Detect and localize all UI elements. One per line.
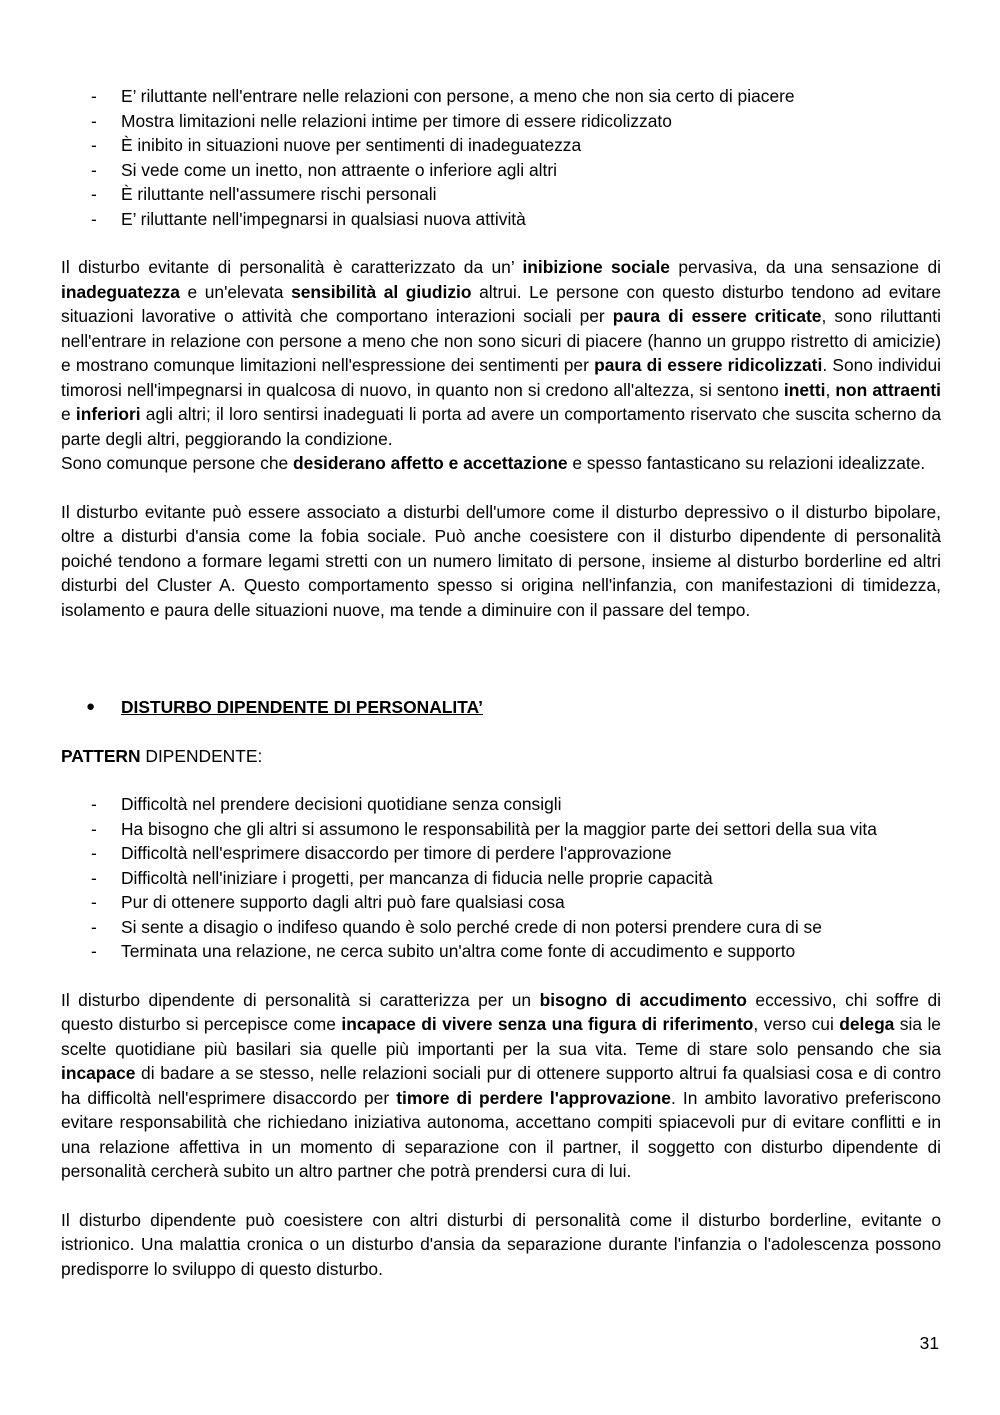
list-item: - È inibito in situazioni nuove per sentimenti di inadeguatezza xyxy=(61,133,941,158)
dash-marker: - xyxy=(91,941,97,961)
avoidant-description-paragraph: Il disturbo evitante di personalità è caratterizzato da un’ inibizione sociale pervasiva, da una sensazione di inadeguatezza e un'elevata sensibilità al giudizio altrui. Le persone con questo disturbo tendono ad evitare situazioni lavorative o attività che comportano interazioni sociali per paura di essere criticate, sono riluttanti nell'entrare in relazione con persone a meno che non sono sicuri di piacere (hanno un gruppo ristretto di amicizie) e mostrano comunque limitazioni nell'espressione dei sentimenti per paura di essere ridicolizzati. Sono individui timorosi nell'impegnarsi in qualcosa di nuovo, in quanto non si credono all'altezza, si sentono inetti, non attraenti e inferiori agli altri; il loro sentirsi inadeguati li porta ad avere un comportamento riservato che suscita scherno da parte degli altri, peggiorando la condizione. xyxy=(61,257,942,449)
dash-marker: - xyxy=(91,184,97,204)
document-page xyxy=(61,84,941,1281)
list-item: - È riluttante nell'assumere rischi personali xyxy=(61,182,941,207)
dash-marker: - xyxy=(91,892,97,912)
list-item: - E’ riluttante nell'impegnarsi in qualsiasi nuova attività xyxy=(61,207,941,232)
section-title: DISTURBO DIPENDENTE DI PERSONALITA’ xyxy=(121,697,484,717)
dash-marker: - xyxy=(91,867,97,888)
list-item: - Difficoltà nel prendere decisioni quotidiane senza consigli xyxy=(61,792,941,817)
dash-marker: - xyxy=(91,86,97,106)
dash-marker: - xyxy=(91,208,97,229)
page-number: 31 xyxy=(919,1333,939,1353)
dependent-description-paragraph: Il disturbo dipendente di personalità si caratterizza per un bisogno di accudimento eccessivo, chi soffre di questo disturbo si percepisce come incapace di vivere senza una figura di riferimento, verso cui delega sia le scelte quotidiane più basilari sia quelle più importanti per la sua vita. Teme di stare solo pensando che sia incapace di badare a se stesso, nelle relazioni sociali pur di ottenere supporto altrui fa qualsiasi cosa e di contro ha difficoltà nell'esprimere disaccordo per timore di perdere l'approvazione. In ambito lavorativo preferiscono evitare responsabilità che richiedano iniziativa autonoma, accettano compiti spiacevoli pur di evitare conflitti e in una relazione affettiva in un momento di separazione con il partner, il soggetto con disturbo dipendente di personalità cercherà subito un altro partner che potrà prendersi cura di lui. xyxy=(61,989,941,1181)
list-item: - Terminata una relazione, ne cerca subito un'altra come fonte di accudimento e supporto xyxy=(61,939,941,964)
dependent-comorbidity-paragraph: Il disturbo dipendente può coesistere con altri disturbi di personalità come il disturbo borderline, evitante o istrionico. Una malattia cronica o un disturbo d'ansia da separazione durante l'infanzia o l'adolescenza possono predisporre lo sviluppo di questo disturbo. xyxy=(61,1209,941,1279)
section-heading xyxy=(61,695,941,720)
bullet-marker: ● xyxy=(86,698,96,715)
list-item: - Si vede come un inetto, non attraente o inferiore agli altri xyxy=(61,158,941,183)
pattern-label: PATTERN DIPENDENTE: xyxy=(61,745,263,766)
list-item: - Difficoltà nell'iniziare i progetti, per mancanza di fiducia nelle proprie capacità xyxy=(61,866,941,891)
list-item: - Mostra limitazioni nelle relazioni intime per timore di essere ridicolizzato xyxy=(61,109,941,134)
avoidant-criteria-list xyxy=(61,84,941,231)
list-item: - Ha bisogno che gli altri si assumono le responsabilità per la maggior parte dei settori della sua vita xyxy=(61,817,941,842)
list-item: - E’ riluttante nell'entrare nelle relazioni con persone, a meno che non sia certo di piacere xyxy=(61,84,941,109)
dash-marker: - xyxy=(91,135,97,155)
dash-marker: - xyxy=(91,159,97,180)
dash-marker: - xyxy=(91,843,97,863)
avoidant-comorbidity-paragraph: Il disturbo evitante può essere associato a disturbi dell'umore come il disturbo depressivo o il disturbo bipolare, oltre a disturbi d'ansia come la fobia sociale. Può anche coesistere con il disturbo dipendente di personalità poiché tendono a formare legami stretti con un numero limitato di persone, insieme al disturbo borderline ed altri disturbi del Cluster A. Questo comportamento spesso si origina nell'infanzia, con manifestazioni di timidezza, isolamento e paura delle situazioni nuove, ma tende a diminuire con il passare del tempo. xyxy=(61,501,941,620)
dash-marker: - xyxy=(91,110,97,131)
list-item: - Si sente a disagio o indifeso quando è solo perché crede di non potersi prendere cura di se xyxy=(61,915,941,940)
avoidant-desire-paragraph: Sono comunque persone che desiderano affetto e accettazione e spesso fantasticano su relazioni idealizzate. xyxy=(61,453,926,473)
dash-marker: - xyxy=(91,794,97,814)
list-item: - Pur di ottenere supporto dagli altri può fare qualsiasi cosa xyxy=(61,890,941,915)
list-item: - Difficoltà nell'esprimere disaccordo per timore di perdere l'approvazione xyxy=(61,841,941,866)
dash-marker: - xyxy=(91,818,97,839)
dash-marker: - xyxy=(91,916,97,937)
dependent-criteria-list xyxy=(61,792,941,964)
